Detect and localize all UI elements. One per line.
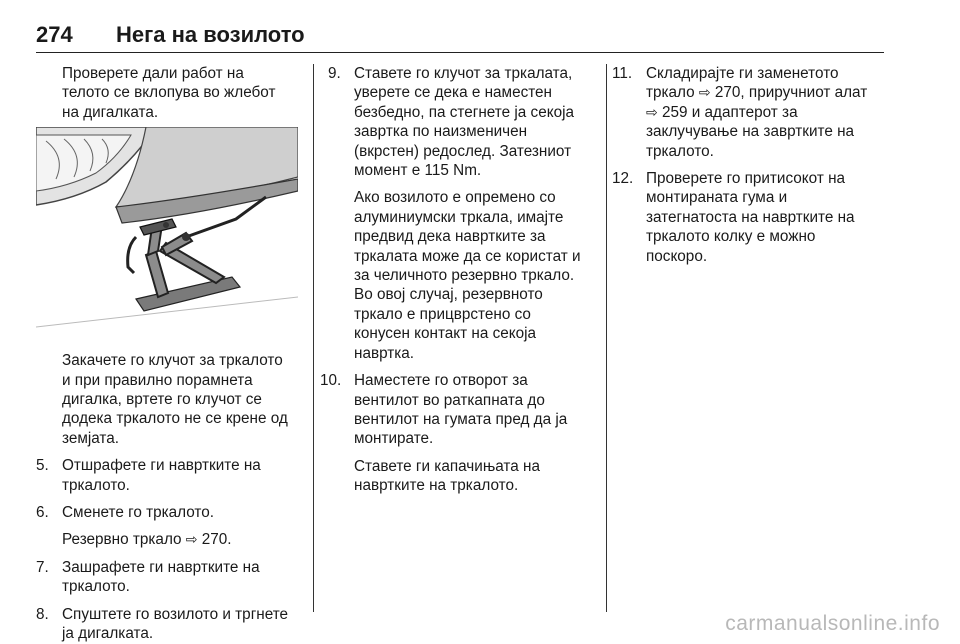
step-11: 11. Складирајте ги заменетото тркало ⇨ 270, приручниот алат ⇨ 259 и адаптерот за заклучување на завртките на тркалото. (612, 65, 868, 160)
page-reference[interactable]: 259 и адаптерот за (661, 103, 798, 121)
step-number: 11. (612, 65, 633, 82)
column-divider (606, 64, 607, 612)
intro-text: Проверете дали работ на телото се вклопува во жлебот на дигалката. (62, 65, 276, 121)
step-number: 7. (36, 558, 49, 576)
step-9-note: Ако возилото е опремено со алуминиумски тркала, имајте предвид дека навртките за тркалата може да се користат и за челичното резервно тркало. Во овој случај, резервното тркало е прицврстено со конусен контакт на секоја навртка. (354, 189, 581, 362)
step-8: 8. Спуштете го возилото и тргнете ја дигалката. (36, 605, 289, 643)
column-right (612, 64, 884, 266)
spare-wheel-text: Резервно тркало (62, 531, 182, 549)
step-number: 12. (612, 170, 634, 188)
step-number: 6. (36, 504, 49, 522)
step-10-note: Ставете ги капачињата на навртките на тркалото. (354, 457, 540, 495)
step-5: 5. Отшрафете ги навртките на тркалото. (36, 457, 261, 494)
jack-illustration (36, 127, 298, 333)
column-middle (320, 64, 598, 496)
step-10: 10. Наместете го отворот за вентилот во раткапната до вентилот на гумата пред да ја монтирате. Ставете ги капачињата на навртките на тркалото. (328, 371, 598, 495)
page-reference-arrow-icon: ⇨ (646, 103, 658, 120)
column-divider (313, 64, 314, 612)
step-number: 5. (36, 457, 49, 475)
step-9: 9. Ставете го клучот за тркалата, уверете се дека е наместен безбедно, па стегнете ја секоја завртка по наизменичен (вкрстен) редослед. Затезниот момент е 115 Nm. Ако возилото е опремено со алуминиумски тркала, имајте предвид дека навртките за тркалата може да се користат и за челичното резервно тркало. Во овој случај, резервното тркало е прицврстено со конусен контакт на секоја навртка. (328, 64, 598, 363)
page-number: 274 (36, 22, 73, 47)
watermark: carmanualsonline.info (725, 612, 940, 635)
step-number: 10. (320, 372, 342, 390)
page-reference[interactable]: 270, приручниот алат (714, 84, 868, 102)
step-number: 8. (36, 605, 49, 623)
column-left (36, 64, 300, 644)
step-12: 12. Проверете го притисокот на монтираната гума и затегнатоста на навртките на тркалото колку е можно поскоро. (612, 170, 855, 265)
figure-caption: Закачете го клучот за тркалото и при правилно порамнета дигалка, вртете го клучот се додека тркалото не се крене од земјата. (62, 352, 288, 447)
step-7: 7. Зашрафете ги навртките на тркалото. (36, 558, 260, 596)
jack-under-car-icon (36, 127, 298, 333)
page-reference-arrow-icon: ⇨ (698, 84, 711, 101)
page-reference[interactable]: 270. (201, 531, 232, 549)
step-number: 9. (328, 65, 341, 82)
page-header (36, 22, 884, 53)
chapter-title: Нега на возилото (116, 22, 305, 47)
page-reference-arrow-icon: ⇨ (185, 531, 198, 548)
step-6: 6. Сменете го тркалото. Резервно тркало ⇨ 270. (36, 504, 232, 549)
